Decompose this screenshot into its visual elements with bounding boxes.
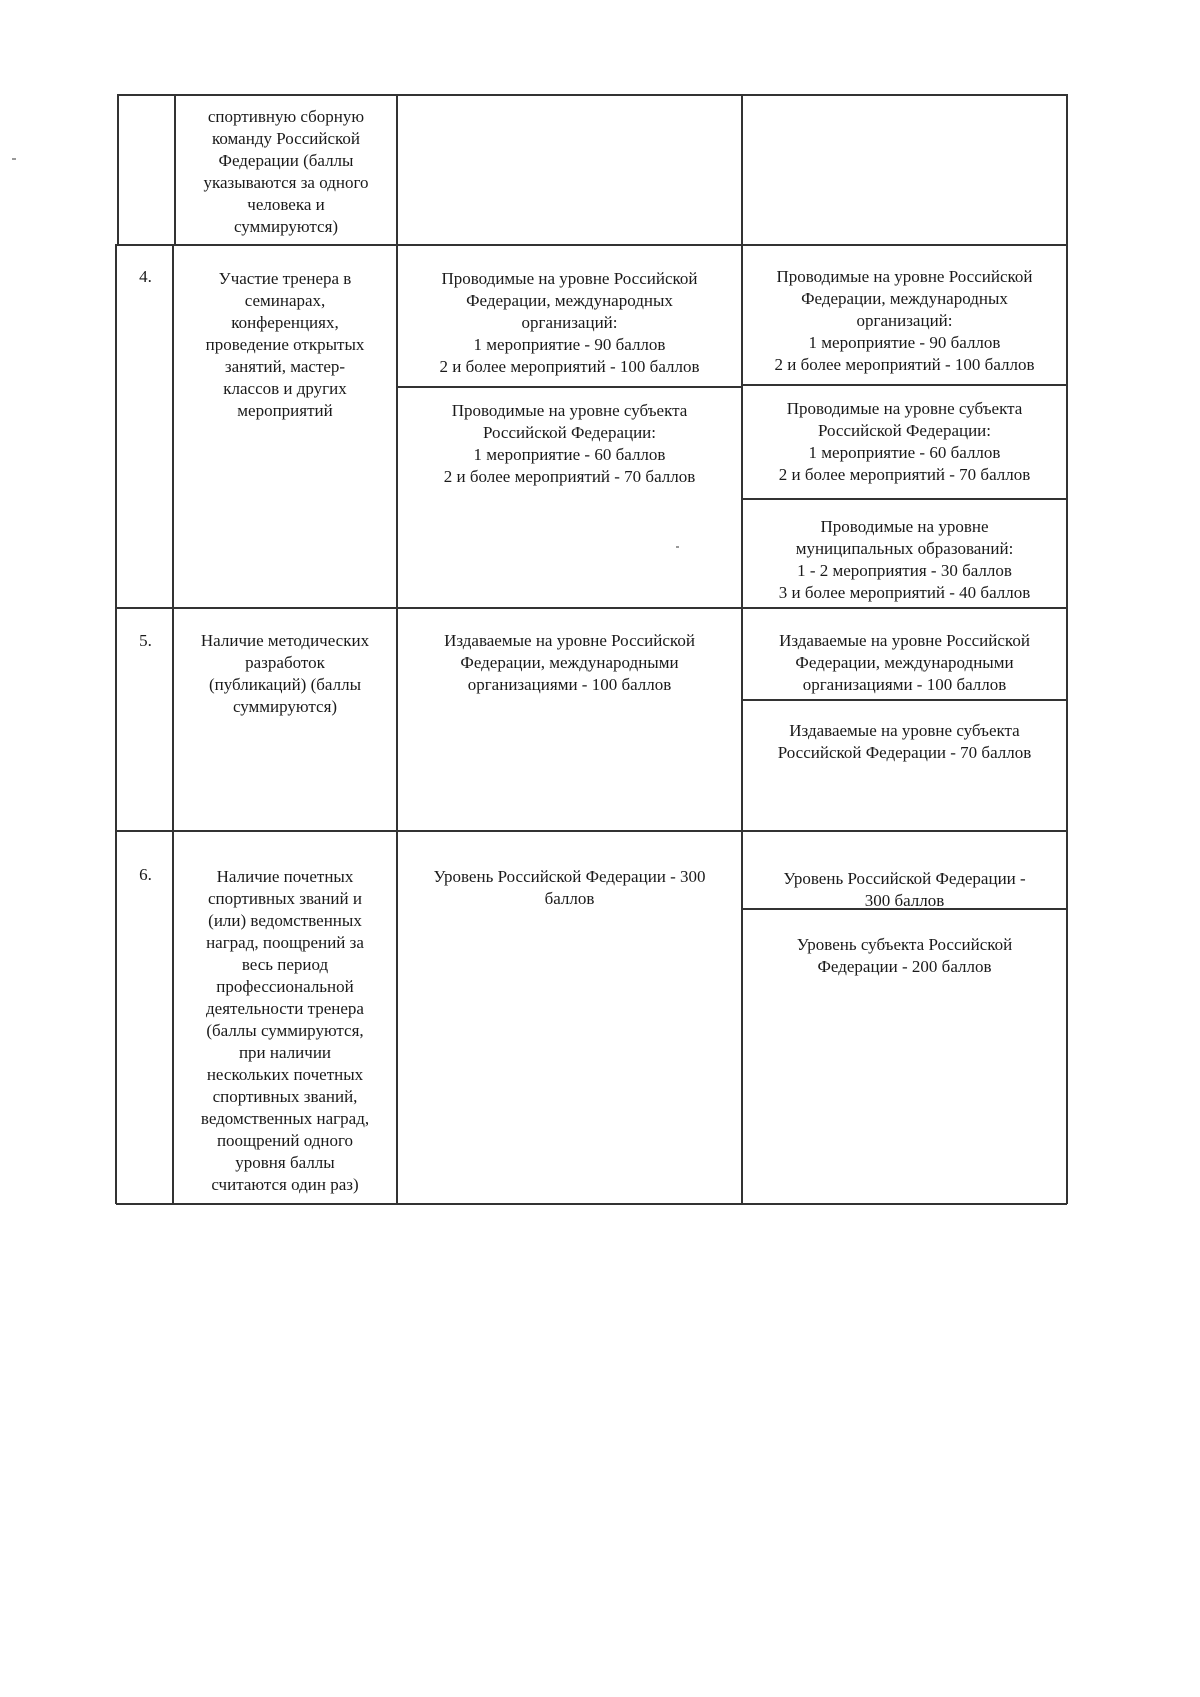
criterion-cell: Участие тренера в семинарах, конференциях, проведение открытых занятий, мастер- классов и других мероприятий (205, 269, 365, 420)
score-cell: Проводимые на уровне субъекта Российской Федерации: 1 мероприятие - 60 баллов 2 и более мероприятий - 70 баллов (443, 401, 696, 486)
row-divider (116, 830, 1067, 832)
subcell-divider (397, 386, 742, 388)
score-cell: Проводимые на уровне Российской Федерации, международных организаций: 1 мероприятие - 90 баллов 2 и более мероприятий - 100 баллов (439, 269, 700, 376)
scan-mark (12, 158, 16, 160)
row-divider (117, 244, 1067, 246)
row-number: 4. (139, 267, 152, 286)
score-cell: Издаваемые на уровне Российской Федерации, международными организациями - 100 баллов (779, 631, 1030, 694)
subcell-divider (742, 384, 1067, 386)
scan-mark (676, 546, 679, 548)
row-divider (116, 607, 1067, 609)
score-cell: Уровень субъекта Российской Федерации - 200 баллов (796, 935, 1013, 976)
row-divider (116, 1203, 1067, 1205)
table-border (1066, 94, 1068, 1204)
row-divider (117, 94, 1067, 96)
row-number: 6. (139, 865, 152, 884)
score-cell: Проводимые на уровне субъекта Российской Федерации: 1 мероприятие - 60 баллов 2 и более мероприятий - 70 баллов (778, 399, 1031, 484)
subcell-divider (742, 699, 1067, 701)
criterion-cell: спортивную сборную команду Российской Федерации (баллы указываются за одного человека и суммируются) (203, 107, 369, 236)
score-cell: Проводимые на уровне муниципальных образований: 1 - 2 мероприятия - 30 баллов 3 и более мероприятий - 40 баллов (778, 517, 1031, 602)
row-number: 5. (139, 631, 152, 650)
score-cell: Уровень Российской Федерации - 300 баллов (783, 869, 1026, 910)
table-border (115, 244, 117, 1204)
score-cell: Уровень Российской Федерации - 300 баллов (433, 867, 706, 908)
score-cell: Издаваемые на уровне субъекта Российской Федерации - 70 баллов (777, 721, 1032, 762)
criterion-cell: Наличие методических разработок (публикаций) (баллы суммируются) (200, 631, 370, 716)
subcell-divider (742, 498, 1067, 500)
score-cell: Проводимые на уровне Российской Федерации, международных организаций: 1 мероприятие - 90 баллов 2 и более мероприятий - 100 баллов (774, 267, 1035, 374)
score-cell: Издаваемые на уровне Российской Федерации, международными организациями - 100 баллов (444, 631, 695, 694)
table-border (117, 94, 119, 244)
criterion-cell: Наличие почетных спортивных званий и (или) ведомственных наград, поощрений за весь период профессиональной деятельности тренера (баллы суммируются, при наличии нескольких почетных спортивных званий, ведомственных наград, поощрений одного уровня баллы считаются один раз) (200, 867, 370, 1194)
